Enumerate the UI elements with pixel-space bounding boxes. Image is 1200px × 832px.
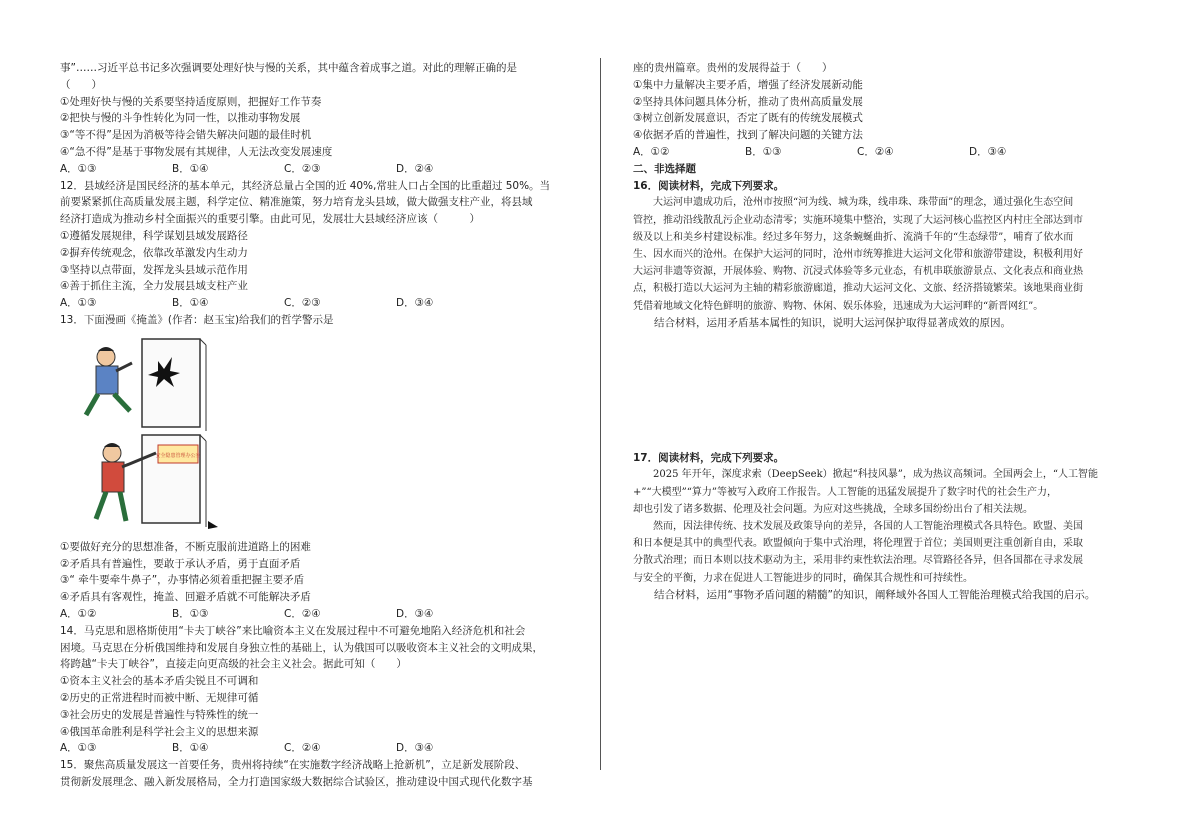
material-line: 分散式治理；而日本则以技术驱动为主，采用非约束性软法治理。尽管路径各异，但各国都在寻求发展 <box>633 555 1083 567</box>
option: D．③④ <box>396 297 434 310</box>
material-line: 大运河非遗等资源，开展体验、购物、沉浸式体验等多元业态，有机串联旅游景点、文化表点和商业热 <box>633 266 1083 278</box>
text-line: 前要紧紧抓住高质量发展主题，科学定位、精准施策，努力培育龙头县域，做大做强支柱产业，将县域 <box>60 196 533 209</box>
material-line: 和日本便是其中的典型代表。欧盟倾向于集中式治理，将伦理置于首位；美国则更注重创新自由，采取 <box>633 538 1083 550</box>
text-line: 将跨越“卡夫丁峡谷”，直接走向更高级的社会主义社会。据此可知（ ） <box>60 658 407 671</box>
text-line: ①集中力量解决主要矛盾，增强了经济发展新动能 <box>633 78 863 91</box>
material-line: 2025 年开年，深度求索（DeepSeek）掀起“科技风暴”，成为热议高频词。全国两会上，“人工智能 <box>633 469 1098 481</box>
section-heading: 二、非选择题 <box>633 162 696 175</box>
right-column <box>633 60 1153 604</box>
option: B．①③ <box>172 607 209 620</box>
material-line: 生、因水而兴的沧州。在保护大运河的同时，沧州市统筹推进大运河文化带和旅游带建设，积极利用好 <box>633 248 1083 260</box>
text-line: ③“ 牵牛要牵牛鼻子”，办事情必须着重把握主要矛盾 <box>60 574 305 587</box>
text-line: ④善于抓住主流，全力发展县域支柱产业 <box>60 280 248 293</box>
text-line: ③社会历史的发展是普遍性与特殊性的统一 <box>60 708 259 721</box>
text-line: ③树立创新发展意识，否定了既有的传统发展模式 <box>633 112 863 125</box>
text-line: 12．县域经济是国民经济的基本单元，其经济总量占全国的近 40%,常驻人口占全国的比重超过 50%。当 <box>60 179 551 192</box>
q14 <box>60 623 580 757</box>
task-line: 结合材料，运用矛盾基本属性的知识，说明大运河保护取得显著成效的原因。 <box>633 316 1011 329</box>
text-line: ①处理好快与慢的关系要坚持适度原则，把握好工作节奏 <box>60 95 322 108</box>
task-line: 结合材料，运用“事物矛盾问题的精髓”的知识，阐释域外各国人工智能治理模式给我国的启示。 <box>633 588 1096 601</box>
material-line: 凭借着地域文化特色鲜明的旅游、购物、休闲、娱乐体验，迅速成为大运河畔的“新晋网红”。 <box>633 300 1044 312</box>
q15 <box>60 757 580 791</box>
text-line: ③“等不得”是因为消极等待会错失解决问题的最佳时机 <box>60 129 312 142</box>
question-title: 17．阅读材料，完成下列要求。 <box>633 451 785 464</box>
option: C．②④ <box>857 145 894 158</box>
text-line: ①遵循发展规律，科学谋划县域发展路径 <box>60 229 248 242</box>
text-line: ④“急不得”是基于事物发展有其规律，人无法改变发展速度 <box>60 145 333 158</box>
answer-options <box>60 740 580 757</box>
option: D．③④ <box>396 607 434 620</box>
cartoon-sign-text: 安全隐患管理办公室 <box>155 452 201 459</box>
option: A．①② <box>633 145 670 158</box>
text-line: 座的贵州篇章。贵州的发展得益于（ ） <box>633 62 833 74</box>
option: B．①④ <box>172 742 209 755</box>
answer-options <box>60 295 580 312</box>
text-line: 15．聚焦高质量发展这一首要任务，贵州将持续“在实施数字经济战略上抢新机”，立足新发展阶段、 <box>60 759 526 772</box>
q11-tail <box>60 60 580 178</box>
column-divider <box>600 58 601 770</box>
q13 <box>60 312 580 623</box>
text-line: 经济打造成为推动乡村全面振兴的重要引擎。由此可见，发展壮大县域经济应该（ ） <box>60 213 480 226</box>
q17 <box>633 450 1153 604</box>
text-line: ②坚持具体问题具体分析，推动了贵州高质量发展 <box>633 95 863 108</box>
text-line: ④依据矛盾的普遍性，找到了解决问题的关键方法 <box>633 129 863 142</box>
q12 <box>60 178 580 312</box>
option: C．②④ <box>284 742 321 755</box>
option: D．③④ <box>396 742 434 755</box>
option: A．①② <box>60 607 97 620</box>
option: D．②④ <box>396 162 434 175</box>
option: A．①③ <box>60 297 97 310</box>
text-line: 困境。马克思在分析俄国维持和发展自身独立性的基础上，认为俄国可以吸收资本主义社会的文明成果， <box>60 641 543 654</box>
left-column <box>60 60 580 791</box>
cartoon-illustration <box>72 335 222 535</box>
option: A．①③ <box>60 162 97 175</box>
q16 <box>633 178 1153 332</box>
text-line: （ ） <box>60 78 102 91</box>
option: D．③④ <box>969 145 1007 158</box>
material-line: 却也引发了诸多数据、伦理及社会问题。为应对这些挑战，全球多国纷纷出台了相关法规。 <box>633 503 1033 515</box>
option: B．①④ <box>172 162 209 175</box>
text-line: 事”……习近平总书记多次强调要处理好快与慢的关系，其中蕴含着成事之道。对此的理解正确的是 <box>60 62 517 74</box>
question-title: 16．阅读材料，完成下列要求。 <box>633 179 785 192</box>
cartoon-image <box>72 335 222 535</box>
text-line: ②把快与慢的斗争性转化为同一性，以推动事物发展 <box>60 112 301 125</box>
option: B．①④ <box>172 297 209 310</box>
text-line: ②摒弃传统观念，依靠改革激发内生动力 <box>60 246 248 259</box>
text-line: ④俄国革命胜利是科学社会主义的思想来源 <box>60 725 259 738</box>
material-line: 大运河申遗成功后，沧州市按照“河为线、城为珠，线串珠、珠带面”的理念，通过强化生态空间 <box>633 197 1074 209</box>
text-line: ③坚持以点带面，发挥龙头县域示范作用 <box>60 263 248 276</box>
material-line: 与安全的平衡，力求在促进人工智能进步的同时，确保其合规性和可持续性。 <box>633 572 973 584</box>
text-line: 14．马克思和恩格斯使用“卡夫丁峡谷”来比喻资本主义在发展过程中不可避免地陷入经济危机和社会 <box>60 624 526 637</box>
text-line: ②历史的正常进程时而被中断、无规律可循 <box>60 691 259 704</box>
option: B．①③ <box>745 145 782 158</box>
answer-space <box>633 332 1153 450</box>
question-title: 13．下面漫画《掩盖》(作者：赵玉宝)给我们的哲学警示是 <box>60 313 334 326</box>
material-line: 然而，因法律传统、技术发展及政策导向的差异，各国的人工智能治理模式各具特色。欧盟、美国 <box>633 521 1083 532</box>
answer-options <box>633 144 1153 161</box>
q15-tail <box>633 60 1153 161</box>
material-line: 级及以上和美乡村建设标准。经过多年努力，这条蜿蜒曲折、流淌千年的“生态绿带”，哺育了依水而 <box>633 231 1074 243</box>
material-line: 管控，推动沿线散乱污企业动态清零；实施环境集中整治，实现了大运河核心监控区内村庄全部达到市 <box>633 214 1083 226</box>
text-line: ①资本主义社会的基本矛盾尖锐且不可调和 <box>60 675 259 688</box>
answer-options <box>60 606 580 623</box>
text-line: 贯彻新发展理念、融入新发展格局，全力打造国家级大数据综合试验区，推动建设中国式现代化数字基 <box>60 775 533 788</box>
material-line: 点，积极打造以大运河为主轴的精彩旅游廊道，推动大运河文化、文旅、经济搭镜繁荣。该地果商业街 <box>633 283 1083 295</box>
answer-options <box>60 161 580 178</box>
text-line: ②矛盾具有普遍性，要敢于承认矛盾，勇于直面矛盾 <box>60 557 301 570</box>
text-line: ④矛盾具有客观性，掩盖、回避矛盾就不可能解决矛盾 <box>60 591 311 604</box>
option: C．②④ <box>284 607 321 620</box>
material-line: +”“大模型”“算力”等被写入政府工作报告。人工智能的迅猛发展提升了数字时代的社会生产力， <box>633 486 1057 498</box>
option: A．①③ <box>60 742 97 755</box>
option: C．②③ <box>284 297 321 310</box>
text-line: ①要做好充分的思想准备，不断克服前进道路上的困难 <box>60 540 311 553</box>
option: C．②③ <box>284 162 321 175</box>
